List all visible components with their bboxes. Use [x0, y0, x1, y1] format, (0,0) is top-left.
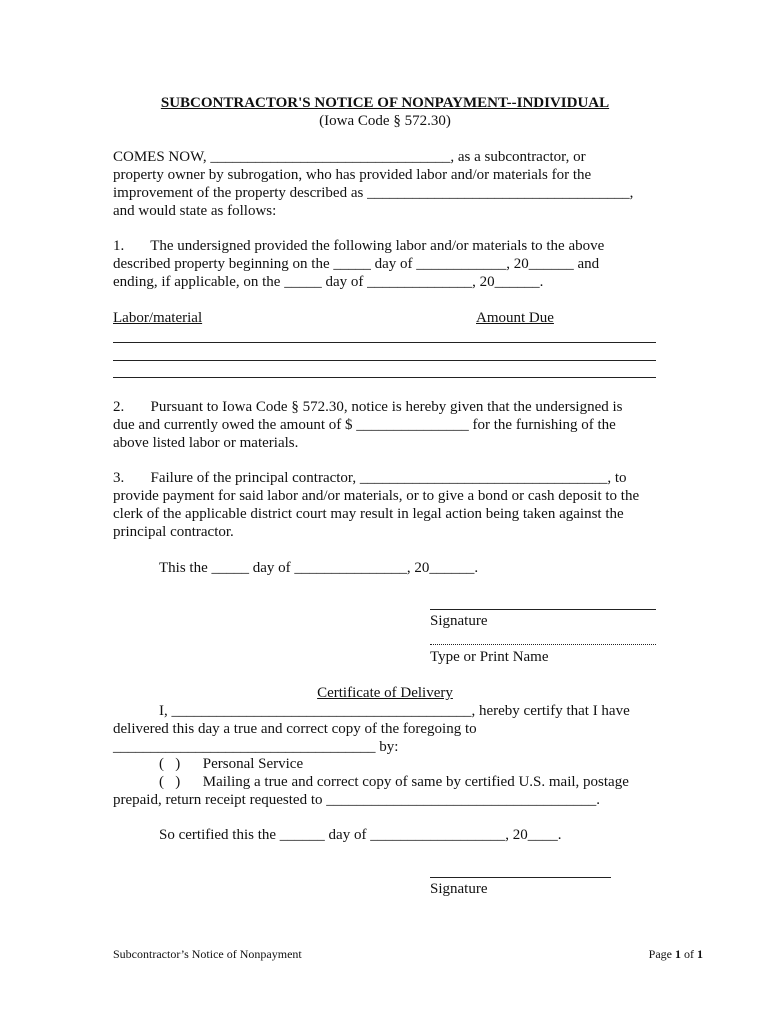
amount-due-header: Amount Due	[476, 310, 554, 326]
para1-line-1: 1. The undersigned provided the following labor and/or materials to the above	[113, 238, 605, 254]
of-label: of	[681, 947, 697, 961]
option-certified-mail[interactable]: ( ) Mailing a true and correct copy of same by certified U.S. mail, postage	[159, 774, 629, 790]
certificate-line-4: prepaid, return receipt requested to ____________________________________.	[113, 792, 600, 808]
para3-line-3: clerk of the applicable district court may result in legal action being taken against the	[113, 506, 624, 522]
option-personal-service[interactable]: ( ) Personal Service	[159, 756, 304, 772]
para2-line-3: above listed labor or materials.	[113, 435, 299, 451]
certificate-line-3: ___________________________________ by:	[113, 739, 399, 755]
para3-line-4: principal contractor.	[113, 524, 234, 540]
intro-line-1: COMES NOW, ________________________________, as a subcontractor, or	[113, 149, 586, 165]
certificate-heading: Certificate of Delivery	[317, 685, 453, 701]
para2-line-1: 2. Pursuant to Iowa Code § 572.30, notice is hereby given that the undersigned is	[113, 399, 623, 415]
entry-line-3[interactable]	[113, 377, 656, 378]
para3-line-2: provide payment for said labor and/or materials, or to give a bond or cash deposit to the	[113, 488, 640, 504]
certificate-line-1: I, ________________________________________, hereby certify that I have	[159, 703, 630, 719]
footer-title: Subcontractor’s Notice of Nonpayment	[113, 947, 302, 961]
para1-line-3: ending, if applicable, on the _____ day of ______________, 20______.	[113, 274, 544, 290]
certificate-line-2: delivered this day a true and correct copy of the foregoing to	[113, 721, 477, 737]
so-certified-line: So certified this the ______ day of __________________, 20____.	[159, 827, 562, 843]
labor-material-header: Labor/material	[113, 310, 203, 326]
para1-line-2: described property beginning on the _____ day of ____________, 20______ and	[113, 256, 600, 272]
signature-line[interactable]	[430, 609, 656, 610]
print-name-label: Type or Print Name	[430, 649, 549, 665]
document-title: SUBCONTRACTOR'S NOTICE OF NONPAYMENT--INDIVIDUAL	[160, 95, 610, 111]
page-label: Page	[648, 947, 675, 961]
signature-label: Signature	[430, 613, 488, 629]
entry-line-2[interactable]	[113, 360, 656, 361]
certificate-signature-line[interactable]	[430, 877, 611, 878]
intro-line-3: improvement of the property described as ___________________________________,	[113, 185, 634, 201]
print-name-line[interactable]	[430, 644, 656, 645]
para2-line-2: due and currently owed the amount of $ _______________ for the furnishing of the	[113, 417, 616, 433]
intro-line-4: and would state as follows:	[113, 203, 277, 219]
dated-line: This the _____ day of _______________, 20______.	[159, 560, 479, 576]
entry-line-1[interactable]	[113, 342, 656, 343]
certificate-signature-label: Signature	[430, 881, 488, 897]
page-number	[649, 947, 703, 961]
page-total: 1	[697, 947, 703, 961]
page-current: 1	[675, 947, 681, 961]
intro-line-2: property owner by subrogation, who has provided labor and/or materials for the	[113, 167, 592, 183]
para3-line-1: 3. Failure of the principal contractor, _________________________________, to	[113, 470, 627, 486]
document-subtitle: (Iowa Code § 572.30)	[319, 113, 451, 129]
